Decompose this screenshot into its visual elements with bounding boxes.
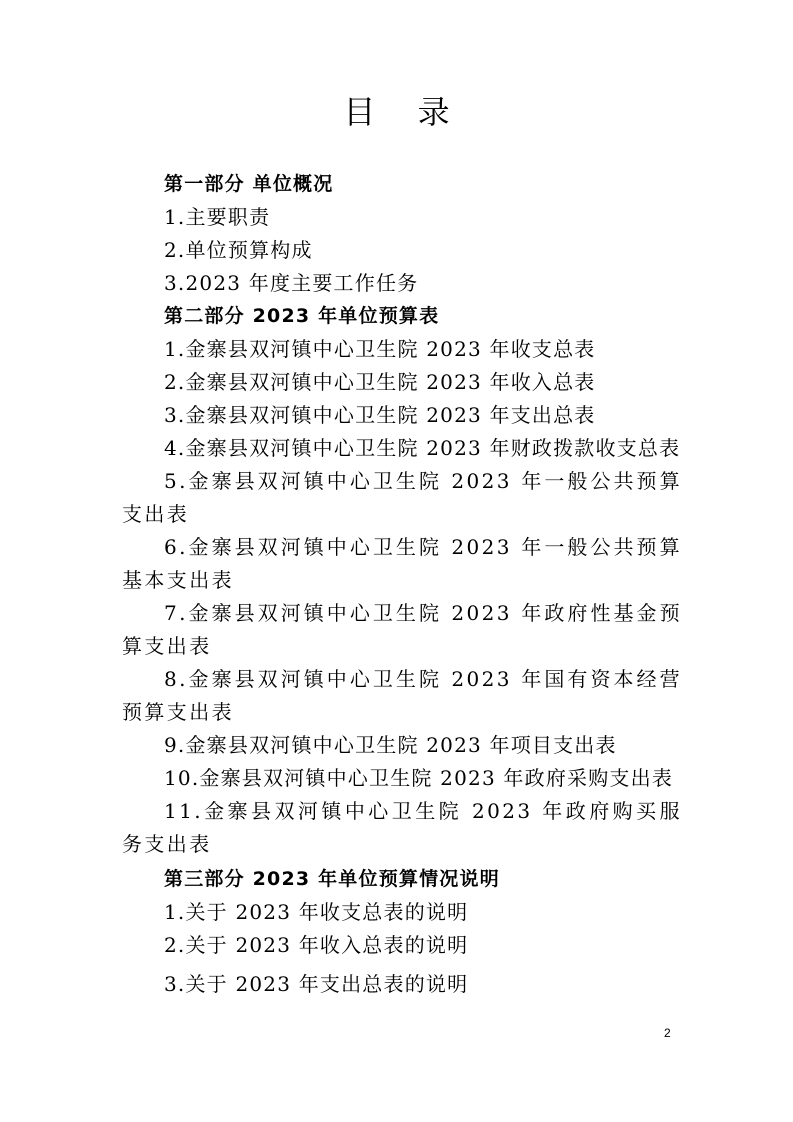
toc-item[interactable]: 3.关于 2023 年支出总表的说明 xyxy=(164,972,469,996)
toc-item[interactable]: 5.金寨县双河镇中心卫生院 2023 年一般公共预算支出表 xyxy=(122,469,682,526)
toc-item[interactable]: 4.金寨县双河镇中心卫生院 2023 年财政拨款收支总表 xyxy=(164,436,681,460)
toc-part1-heading[interactable]: 第一部分 单位概况 xyxy=(164,173,334,195)
toc-item[interactable]: 7.金寨县双河镇中心卫生院 2023 年政府性基金预算支出表 xyxy=(122,601,682,658)
page-title: 目 录 xyxy=(343,93,466,131)
toc-item[interactable]: 2.金寨县双河镇中心卫生院 2023 年收入总表 xyxy=(164,370,596,394)
toc-part3-heading[interactable]: 第三部分 2023 年单位预算情况说明 xyxy=(164,868,500,890)
toc-item[interactable]: 1.关于 2023 年收支总表的说明 xyxy=(164,900,469,924)
toc-item[interactable]: 10.金寨县双河镇中心卫生院 2023 年政府采购支出表 xyxy=(164,766,674,790)
toc-item[interactable]: 1.金寨县双河镇中心卫生院 2023 年收支总表 xyxy=(164,337,596,361)
toc-item[interactable]: 8.金寨县双河镇中心卫生院 2023 年国有资本经营预算支出表 xyxy=(122,667,682,724)
toc-part2-heading[interactable]: 第二部分 2023 年单位预算表 xyxy=(164,305,440,327)
table-of-contents xyxy=(122,168,682,1001)
toc-item[interactable]: 2.关于 2023 年收入总表的说明 xyxy=(164,933,469,957)
page-number: 2 xyxy=(664,1026,671,1040)
toc-item[interactable]: 9.金寨县双河镇中心卫生院 2023 年项目支出表 xyxy=(164,733,617,757)
toc-item[interactable]: 11.金寨县双河镇中心卫生院 2023 年政府购买服务支出表 xyxy=(122,799,682,856)
toc-item[interactable]: 1.主要职责 xyxy=(164,205,271,229)
toc-item[interactable]: 6.金寨县双河镇中心卫生院 2023 年一般公共预算基本支出表 xyxy=(122,535,682,592)
toc-item[interactable]: 3.2023 年度主要工作任务 xyxy=(164,271,419,295)
toc-item[interactable]: 3.金寨县双河镇中心卫生院 2023 年支出总表 xyxy=(164,403,596,427)
toc-item[interactable]: 2.单位预算构成 xyxy=(164,238,313,262)
